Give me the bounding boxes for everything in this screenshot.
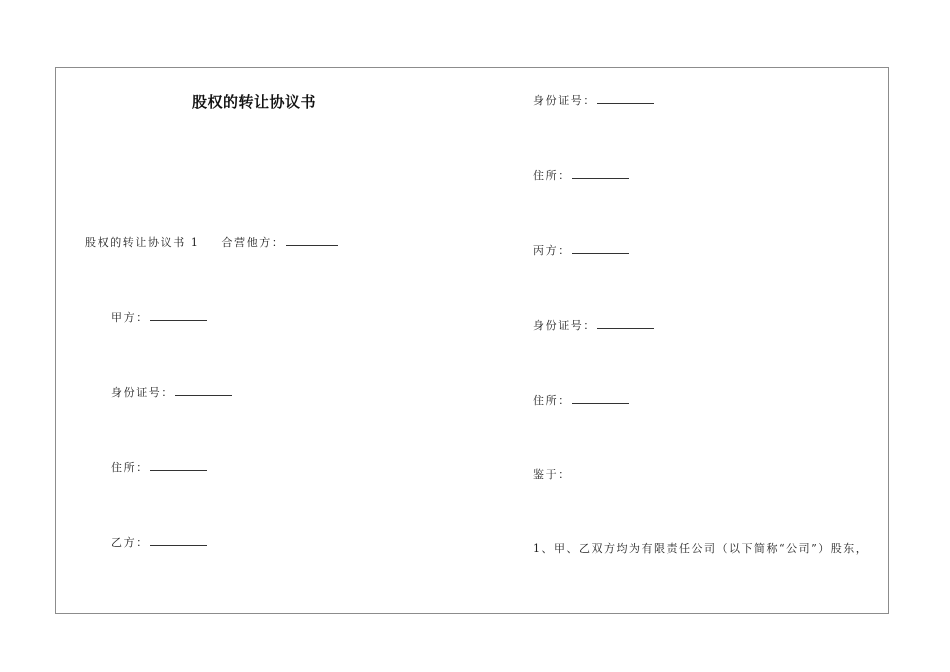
party-a-line: [111, 310, 207, 325]
intro-line: [85, 235, 338, 250]
other-party-blank: [286, 235, 338, 246]
party-a-id-line: [111, 385, 232, 400]
intro-doc-ref: 股权的转让协议书 1: [85, 236, 200, 249]
party-a-address-line: [111, 460, 207, 475]
party-c-label: 丙方：: [533, 244, 571, 257]
party-a-id-blank: [175, 385, 232, 396]
party-b-blank: [150, 535, 207, 546]
whereas-line: [533, 468, 571, 482]
other-party-label: 合营他方：: [221, 236, 285, 249]
party-b-id-label: 身份证号：: [533, 94, 596, 107]
party-a-address-label: 住所：: [111, 461, 149, 474]
party-b-line: [111, 535, 207, 550]
party-c-blank: [572, 243, 629, 254]
party-b-label: 乙方：: [111, 536, 149, 549]
party-c-address-blank: [572, 393, 629, 404]
party-b-id-blank: [597, 93, 654, 104]
party-b-id-line: [533, 93, 654, 108]
party-c-line: [533, 243, 629, 258]
whereas-label: 鉴于：: [533, 468, 571, 481]
party-a-label: 甲方：: [111, 311, 149, 324]
party-c-address-line: [533, 393, 629, 408]
document-page-frame: [55, 67, 889, 614]
party-b-address-line: [533, 168, 629, 183]
party-c-id-line: [533, 318, 654, 333]
party-b-address-label: 住所：: [533, 169, 571, 182]
party-a-address-blank: [150, 460, 207, 471]
clause-1-text: 1、甲、乙双方均为有限责任公司（以下简称“公司”）股东，: [533, 542, 869, 555]
party-c-id-label: 身份证号：: [533, 319, 596, 332]
party-b-address-blank: [572, 168, 629, 179]
document-title: 股权的转让协议书: [192, 93, 317, 111]
party-c-address-label: 住所：: [533, 394, 571, 407]
party-a-blank: [150, 310, 207, 321]
party-c-id-blank: [597, 318, 654, 329]
party-a-id-label: 身份证号：: [111, 386, 174, 399]
